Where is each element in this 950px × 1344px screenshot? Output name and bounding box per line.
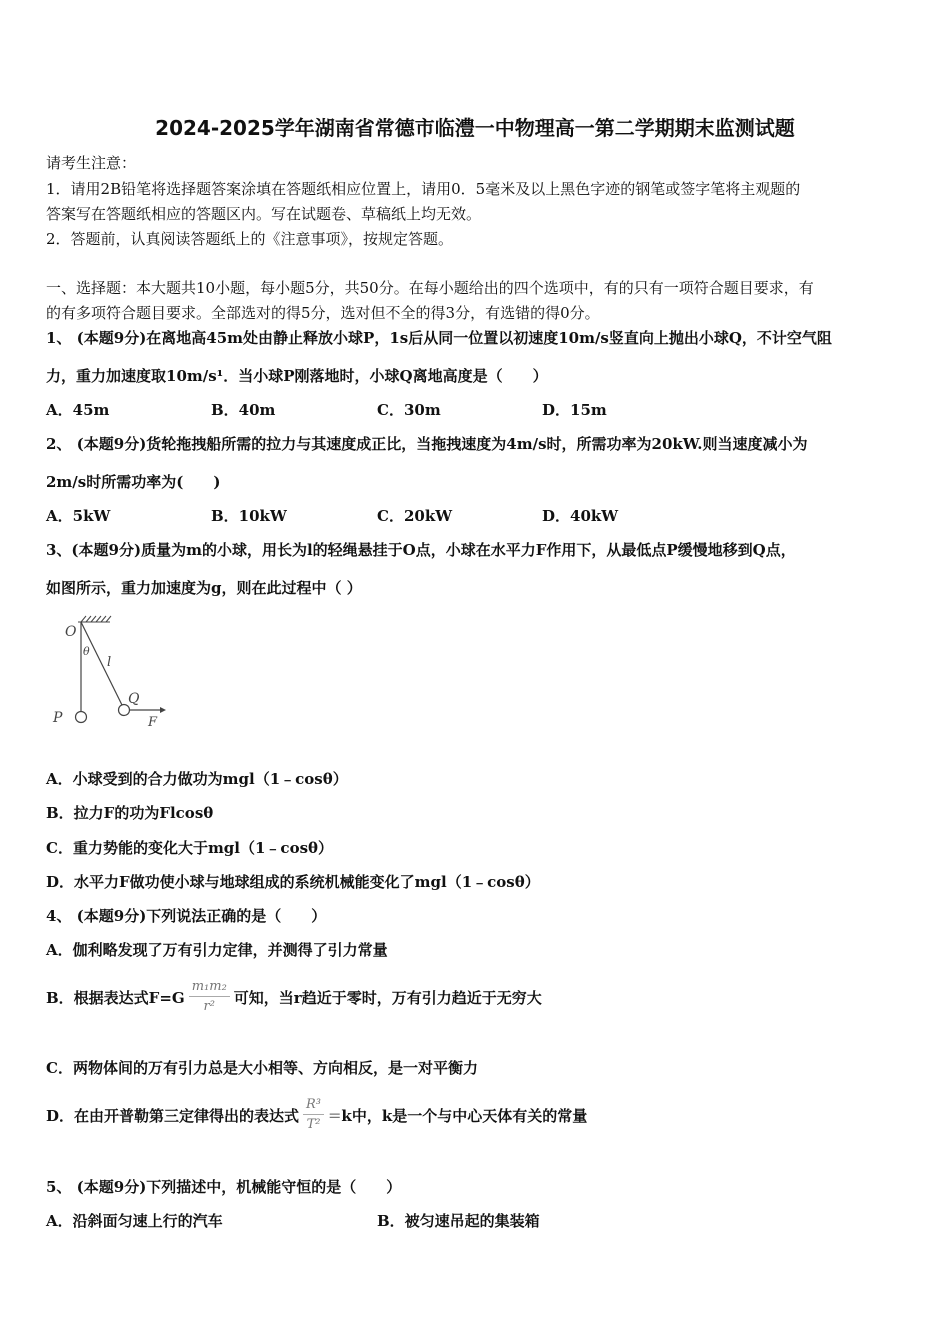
q2-option-d: D．40kW <box>542 507 619 525</box>
label-theta: θ <box>83 645 90 658</box>
q4-option-b <box>46 975 542 1019</box>
q4-stem: 4、 (本题9分)下列说法正确的是（ ） <box>46 907 327 925</box>
q1-option-a: A．45m <box>46 401 110 419</box>
q3-stem-1: 3、(本题9分)质量为m的小球，用长为l的轻绳悬挂于O点，小球在水平力F作用下，从最低点P缓慢地移到Q点， <box>46 541 796 559</box>
q4-option-d-prefix: D．在由开普勒第三定律得出的表达式 <box>46 1106 300 1125</box>
gravity-fraction-denominator: r² <box>203 999 215 1014</box>
q4-option-b-suffix: 可知，当r趋近于零时，万有引力趋近于无穷大 <box>233 988 542 1007</box>
q4-option-a: A．伽利略发现了万有引力定律，并测得了引力常量 <box>46 941 388 959</box>
tilted-string <box>81 622 122 705</box>
notice-line-2: 答案写在答题纸相应的答题区内。写在试题卷、草稿纸上均无效。 <box>46 205 482 223</box>
label-l: l <box>107 655 112 670</box>
q4-option-c: C．两物体间的万有引力总是大小相等、方向相反，是一对平衡力 <box>46 1059 478 1077</box>
gravity-fraction <box>189 980 230 1015</box>
q1-stem-2: 力，重力加速度取10m/s¹．当小球P刚落地时，小球Q离地高度是（ ） <box>46 367 548 385</box>
q3-option-c: C．重力势能的变化大于mgl（1﹣cosθ） <box>46 839 334 857</box>
q1-option-d: D．15m <box>542 401 607 419</box>
q2-stem-2: 2m/s时所需功率为( ) <box>46 473 221 491</box>
notice-line-3: 2．答题前，认真阅读答题纸上的《注意事项》，按规定答题。 <box>46 230 454 248</box>
label-f: F <box>148 715 158 730</box>
force-arrowhead <box>160 707 166 713</box>
q1-stem-1: 1、 (本题9分)在离地高45m处由静止释放小球P，1s后从同一位置以初速度10m/s竖直向上抛出小球Q，不计空气阻 <box>46 329 832 347</box>
q2-option-b: B．10kW <box>211 507 287 525</box>
q3-option-b: B．拉力F的功为Flcosθ <box>46 804 214 822</box>
notice-heading: 请考生注意： <box>46 154 137 172</box>
q5-stem: 5、 (本题9分)下列描述中，机械能守恒的是（ ） <box>46 1178 402 1196</box>
section-intro-2: 的有多项符合题目要求。全部选对的得5分，选对但不全的得3分，有选错的得0分。 <box>46 304 600 322</box>
label-q: Q <box>128 691 140 707</box>
kepler-fraction <box>303 1098 324 1133</box>
q4-option-b-prefix: B．根据表达式F=G <box>46 988 185 1007</box>
section-intro-1: 一、选择题：本大题共10小题，每小题5分，共50分。在每小题给出的四个选项中，有的只有一项符合题目要求，有 <box>46 279 814 297</box>
q3-stem-2: 如图所示，重力加速度为g，则在此过程中（ ） <box>46 579 362 597</box>
kepler-fraction-denominator: T² <box>306 1117 321 1132</box>
label-o: O <box>65 624 77 640</box>
equals-sign: = <box>328 1105 342 1125</box>
q5-option-a: A．沿斜面匀速上行的汽车 <box>46 1212 223 1230</box>
q2-stem-1: 2、 (本题9分)货轮拖拽船所需的拉力与其速度成正比，当拖拽速度为4m/s时，所需功率为20kW.则当速度减小为 <box>46 435 808 453</box>
page-title: 2024-2025学年湖南省常德市临澧一中物理高一第二学期期末监测试题 <box>155 116 795 140</box>
q5-option-b: B．被匀速吊起的集装箱 <box>377 1212 540 1230</box>
q3-option-a: A．小球受到的合力做功为mgl（1﹣cosθ） <box>46 770 348 788</box>
label-p: P <box>53 710 63 726</box>
ball-p <box>76 712 87 723</box>
notice-line-1: 1．请用2B铅笔将选择题答案涂填在答题纸相应位置上，请用0．5毫米及以上黑色字迹的钢笔或签字笔将主观题的 <box>46 180 801 198</box>
kepler-fraction-numerator: R³ <box>303 1098 324 1115</box>
q4-option-d <box>46 1093 587 1137</box>
q3-option-d: D．水平力F做功使小球与地球组成的系统机械能变化了mgl（1﹣cosθ） <box>46 873 540 891</box>
gravity-fraction-numerator: m₁m₂ <box>189 980 230 997</box>
q2-option-a: A．5kW <box>46 507 111 525</box>
q1-option-c: C．30m <box>377 401 441 419</box>
pendulum-diagram <box>44 612 174 732</box>
q4-option-d-suffix: k中，k是一个与中心天体有关的常量 <box>341 1106 588 1125</box>
q1-option-b: B．40m <box>211 401 276 419</box>
q2-option-c: C．20kW <box>377 507 453 525</box>
ceiling-support <box>78 616 111 622</box>
